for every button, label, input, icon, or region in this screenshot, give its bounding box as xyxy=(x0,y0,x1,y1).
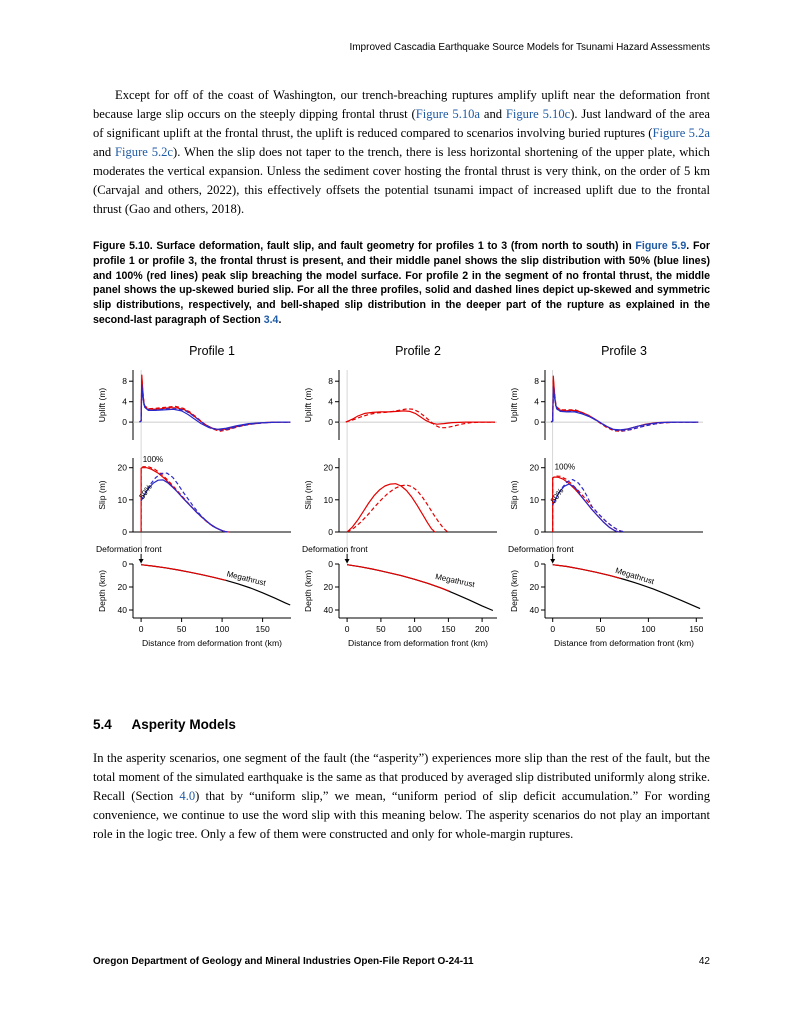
uplift-axis-label: Uplift (m) xyxy=(97,387,107,423)
uplift-100pct-symmetric xyxy=(140,378,291,431)
cross-reference-link[interactable]: Figure 5.2a xyxy=(652,126,710,140)
y-tick-label: 0 xyxy=(534,558,539,569)
text-segment: . For profile 1 or profile 3, the frontal thrust is present, and their middle panel shows the slip distribution with 50% (blue lines) and 100% (red lines) peak slip breaching the model surface. For profile 2 in the segment of no frontal thrust, the middle panel shows the up-skewed buried slip. For all the three profiles, solid and dashed lines depict up-skewed and symmetric slip distributions, respectively, and bell-shaped slip distribution in the deeper part of the rupture as explained in the second-last paragraph of Section xyxy=(93,240,711,326)
body-paragraph-2 xyxy=(93,749,710,844)
x-tick-label: 100 xyxy=(641,623,656,634)
profile-3-chart xyxy=(505,362,709,650)
figure-5-10 xyxy=(93,344,710,655)
y-tick-label: 40 xyxy=(323,604,333,615)
uplift-50pct-symmetric xyxy=(551,389,698,431)
x-axis-label: Distance from deformation front (km) xyxy=(348,637,488,648)
x-tick-label: 50 xyxy=(176,623,187,634)
y-tick-label: 10 xyxy=(323,494,333,505)
depth-axis-label: Depth (km) xyxy=(303,569,313,612)
uplift-50pct-upskewed xyxy=(551,386,698,429)
rupture-extent xyxy=(553,564,621,578)
text-segment: and xyxy=(480,107,506,121)
y-tick-label: 20 xyxy=(323,462,333,473)
y-tick-label: 0 xyxy=(328,416,333,427)
x-axis-label: Distance from deformation front (km) xyxy=(554,637,694,648)
y-tick-label: 4 xyxy=(328,396,333,407)
x-tick-label: 200 xyxy=(475,623,490,634)
text-segment: ). When the slip does not taper to the trench, there is less horizontal shortening of the upper plate, which moderates the vertical expansion. Unless the sediment cover hosting the frontal thrust is very think, on the order of 5 km (Carvajal and others, 2022), this effectively offsets the potential tsunami impact of increased uplift due to the frontal thrust (Gao and others, 2018). xyxy=(93,145,710,216)
deformation-front-label: Deformation front xyxy=(508,543,574,554)
text-segment: ). Just landward of the area of significant uplift at the frontal thrust, the uplift is reduced compared to scenarios involving buried ruptures ( xyxy=(93,107,710,140)
x-tick-label: 50 xyxy=(595,623,606,634)
uplift-buried-symmetric xyxy=(346,409,495,428)
cross-reference-link[interactable]: 4.0 xyxy=(179,788,196,803)
slip-100pct-symmetric xyxy=(141,466,229,531)
slip-buried-symmetric xyxy=(347,485,448,532)
deformation-front-label: Deformation front xyxy=(302,543,368,554)
profile-1-chart xyxy=(93,362,297,650)
x-tick-label: 150 xyxy=(255,623,270,634)
x-tick-label: 150 xyxy=(441,623,456,634)
y-tick-label: 20 xyxy=(529,581,539,592)
curve-label: 100% xyxy=(142,454,164,464)
profile-1-column xyxy=(93,344,297,655)
text-segment: . xyxy=(278,313,282,326)
deformation-front-arrowhead xyxy=(139,559,144,564)
deformation-front-label: Deformation front xyxy=(96,543,162,554)
y-tick-label: 0 xyxy=(534,416,539,427)
profile-2-title: Profile 2 xyxy=(395,343,441,358)
text-segment: Except for off of the coast of Washington, our trench-breaching ruptures amplify uplift near the deformation front because large slip occurs on the steeply dipping frontal thrust ( xyxy=(93,88,710,121)
x-tick-label: 100 xyxy=(215,623,230,634)
cross-reference-link[interactable]: Figure 5.10a xyxy=(415,107,481,121)
uplift-100pct-symmetric xyxy=(551,379,698,431)
uplift-axis-label: Uplift (m) xyxy=(509,387,519,423)
y-tick-label: 40 xyxy=(529,604,539,615)
cross-reference-link[interactable]: 3.4 xyxy=(263,313,279,326)
y-tick-label: 8 xyxy=(534,375,539,386)
y-tick-label: 0 xyxy=(534,526,539,537)
y-tick-label: 4 xyxy=(534,396,539,407)
y-tick-label: 10 xyxy=(529,494,539,505)
x-tick-label: 100 xyxy=(407,623,422,634)
text-segment: Figure 5.10. Surface deformation, fault slip, and fault geometry for profiles 1 to 3 (from north to south) in xyxy=(93,240,636,252)
x-tick-label: 0 xyxy=(344,623,350,634)
x-tick-label: 0 xyxy=(138,623,144,634)
depth-axis-label: Depth (km) xyxy=(97,569,107,612)
cross-reference-link[interactable]: Figure 5.2c xyxy=(115,145,174,159)
y-tick-label: 0 xyxy=(328,558,333,569)
y-tick-label: 10 xyxy=(117,494,127,505)
section-title: Asperity Models xyxy=(131,716,236,732)
profile-2-chart xyxy=(299,362,503,650)
profile-3-title: Profile 3 xyxy=(601,343,647,358)
uplift-50pct-symmetric xyxy=(140,387,291,430)
y-tick-label: 8 xyxy=(328,375,333,386)
text-segment: In the asperity scenarios, one segment of the fault (the “asperity”) experiences more slip than the rest of the fault, but the total moment of the simulated earthquake is the same as that produced by averaged slip distributed uniformly along strike. Recall (Section xyxy=(93,750,710,803)
body-paragraph-1 xyxy=(93,86,710,219)
y-tick-label: 8 xyxy=(122,375,127,386)
y-tick-label: 0 xyxy=(122,526,127,537)
y-tick-label: 4 xyxy=(122,396,127,407)
uplift-100pct-upskewed xyxy=(140,375,291,430)
y-tick-label: 20 xyxy=(117,462,127,473)
x-tick-label: 0 xyxy=(550,623,556,634)
page-content xyxy=(93,86,710,844)
y-tick-label: 20 xyxy=(323,581,333,592)
rupture-extent xyxy=(141,564,226,580)
text-segment: and xyxy=(93,145,115,159)
profile-2-column xyxy=(299,344,503,655)
curve-label: Megathrust xyxy=(614,565,656,586)
x-tick-label: 50 xyxy=(376,623,386,634)
figure-caption xyxy=(93,239,710,328)
slip-100pct-symmetric xyxy=(553,476,625,532)
curve-label: Megathrust xyxy=(434,571,476,589)
deformation-front-arrowhead xyxy=(345,559,350,564)
x-axis-label: Distance from deformation front (km) xyxy=(142,637,282,648)
slip-axis-label: Slip (m) xyxy=(509,480,519,510)
y-tick-label: 20 xyxy=(529,462,539,473)
y-tick-label: 0 xyxy=(328,526,333,537)
curve-label: 100% xyxy=(554,462,576,472)
curve-label: Megathrust xyxy=(225,569,267,588)
footer-page-number: 42 xyxy=(698,956,710,967)
megathrust-geometry xyxy=(141,564,290,604)
slip-50pct-upskewed xyxy=(141,480,227,532)
uplift-axis-label: Uplift (m) xyxy=(303,387,313,423)
y-tick-label: 0 xyxy=(122,416,127,427)
cross-reference-link[interactable]: Figure 5.9 xyxy=(635,240,687,252)
curve-label: 50% xyxy=(137,482,154,501)
slip-axis-label: Slip (m) xyxy=(303,480,313,510)
section-heading xyxy=(93,717,710,732)
slip-axis-label: Slip (m) xyxy=(97,480,107,510)
profile-1-title: Profile 1 xyxy=(189,343,235,358)
deformation-front-arrowhead xyxy=(550,559,555,564)
page-footer xyxy=(93,956,710,967)
depth-axis-label: Depth (km) xyxy=(509,569,519,612)
y-tick-label: 20 xyxy=(117,581,127,592)
y-tick-label: 40 xyxy=(117,604,127,615)
y-tick-label: 0 xyxy=(122,558,127,569)
profile-3-column xyxy=(505,344,709,655)
section-number: 5.4 xyxy=(93,716,112,732)
text-segment: ) that by “uniform slip,” we mean, “uniform period of slip deficit accumulation.” For wording convenience, we continue to use the word slip with this meaning below. The asperity scenarios do not play an important role in the logic tree. Only a few of them were constructed and only for whole-margin ruptures. xyxy=(93,788,710,841)
cross-reference-link[interactable]: Figure 5.10c xyxy=(505,107,571,121)
x-tick-label: 150 xyxy=(689,623,704,634)
running-header: Improved Cascadia Earthquake Source Models for Tsunami Hazard Assessments xyxy=(349,42,710,53)
footer-report-id: Oregon Department of Geology and Mineral Industries Open-File Report O-24-11 xyxy=(93,956,474,967)
curve-label: 50% xyxy=(548,486,566,505)
